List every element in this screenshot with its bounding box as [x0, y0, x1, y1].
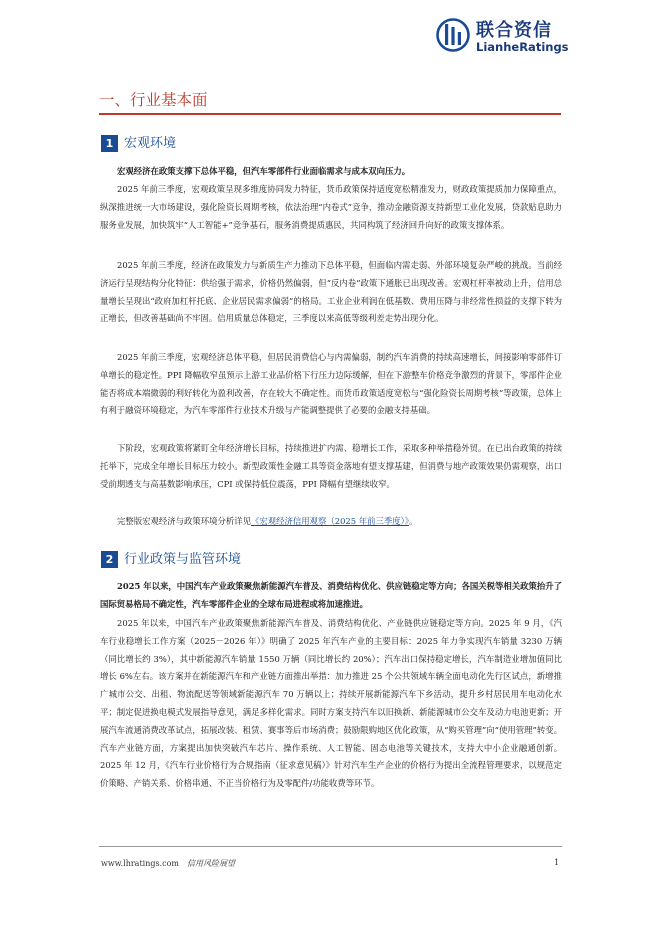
paragraph: 2025 年前三季度，宏观经济总体平稳，但居民消费信心与内需偏弱，制约汽车消费的持续高速增长，间接影响零部件订单增长的稳定性。PPI 降幅收窄虽预示上游工业品价格下行压力边际缓解，但在下游整车价格竞争激烈的背景下，零部件企业能否将成本端微弱的利好转化为盈利改善，存在较大不确定性。而货币政策适度宽松与“强化险资长周期考核”等政策，总体上有利于融资环境稳定，为汽车零部件行业技术升级与产能调整提供了必要的金融支持基础。 [100, 352, 562, 416]
footer-report-tag: 信用风险展望 [187, 859, 236, 868]
paragraph: 2025 年前三季度，宏观政策呈现多维度协同发力特征，货币政策保持适度宽松精准发力，财政政策提质加力保障重点，纵深推进统一大市场建设，强化险资长周期考核，依法治理“内卷式”竞争，推动金融资源支持新型工业化发展，贷款贴息助力服务业发展，加快筑牢“人工智能+”竞争基石，服务消费提质惠民，共同构筑了经济回升向好的政策支撑体系。 [100, 184, 562, 230]
footer-url[interactable]: www.lhratings.com [101, 859, 180, 868]
section-title: 行业政策与监管环境 [124, 552, 242, 567]
footer-divider [99, 846, 562, 847]
page-number: 1 [554, 858, 560, 867]
paragraph: 2025 年前三季度，经济在政策发力与新质生产力推动下总体平稳，但面临内需走弱、外部环境复杂严峻的挑战。当前经济运行呈现结构分化特征：供给强于需求，价格仍然偏弱，但“反内卷”政策下通胀已出现改善。宏观杠杆率被动上升，信用总量增长呈现出“政府加杠杆托底、企业居民需求偏弱”的格局。工业企业利润在低基数、费用压降与非经常性损益的支撑下转为正增长，但改善基础尚不牢固。信用质量总体稳定，三季度以来高低等级利差走势出现分化。 [100, 260, 562, 324]
footer-info [101, 858, 235, 869]
paragraph: 下阶段，宏观政策将紧盯全年经济增长目标，持续推进扩内需、稳增长工作，采取多种举措稳外贸。在已出台政策的持续托举下，完成全年增长目标压力较小。新型政策性金融工具等资金落地有望支撑基建，但消费与地产政策效果仍需观察，出口受前期透支与高基数影响承压，CPI 或保持低位震荡，PPI 降幅有望继续收窄。 [100, 443, 562, 489]
section-lead-statement: 宏观经济在政策支撑下总体平稳，但汽车零部件行业面临需求与成本双向压力。 [117, 166, 411, 176]
logo-mark-icon [436, 18, 470, 52]
section-title: 宏观环境 [124, 136, 177, 151]
logo-english-name: LianheRatings [476, 40, 569, 54]
macro-report-link[interactable]: 《宏观经济信用观察（2025 年前三季度）》 [251, 516, 409, 526]
chapter-divider [99, 113, 561, 115]
reference-paragraph [100, 513, 562, 531]
section-number-badge: 1 [101, 135, 118, 152]
reference-suffix: 。 [408, 516, 418, 526]
logo-chinese-name: 联合资信 [476, 20, 552, 41]
paragraph: 2025 年以来，中国汽车产业政策聚焦新能源汽车普及、消费结构优化、产业链供应链稳定等方向。2025 年 9 月，《汽车行业稳增长工作方案（2025－2026 年）》明确了 2025 年汽车产业的主要目标：2025 年力争实现汽车销量 3230 万辆（同比增长约 3%），其中新能源汽车销量 1550 万辆（同比增长约 20%）；汽车出口保持稳定增长，汽车制造业增加值同比增长 6%左右。该方案并在新能源汽车和产业链方面推出举措：加力推进 25 个公共领域车辆全面电动化先行区试点，新增推广城市公交、出租、物流配送等领域新能源汽车 70 万辆以上；持续开展新能源汽车下乡活动，提升乡村居民用车电动化水平；制定促进换电模式发展指导意见，满足多样化需求。同时方案支持汽车以旧换新、新能源城市公交车及动力电池更新；开展汽车流通消费改革试点，拓展改装、租赁、赛事等后市场消费；鼓励限购地区优化政策，从“购买管理”向“使用管理”转变。汽车产业链方面，方案提出加快突破汽车芯片、操作系统、人工智能、固态电池等关键技术，支持大中小企业融通创新。2025 年 12 月，《汽车行业价格行为合规指南（征求意见稿）》针对汽车生产企业的价格行为提出全流程管理要求，以规范定价策略、产销关系、价格串通、不正当价格行为及零配件/功能收费等环节。 [100, 618, 562, 789]
chapter-title: 一、行业基本面 [99, 91, 208, 109]
section-number-badge: 2 [101, 551, 118, 568]
section-lead-statement: 2025 年以来，中国汽车产业政策聚焦新能源汽车普及、消费结构优化、供应链稳定等方向；各国关税等相关政策抬升了国际贸易格局不确定性，汽车零部件企业的全球布局进程或将加速推进。 [100, 581, 562, 609]
company-logo [436, 14, 569, 56]
reference-prefix: 完整版宏观经济与政策环境分析详见 [117, 516, 251, 526]
